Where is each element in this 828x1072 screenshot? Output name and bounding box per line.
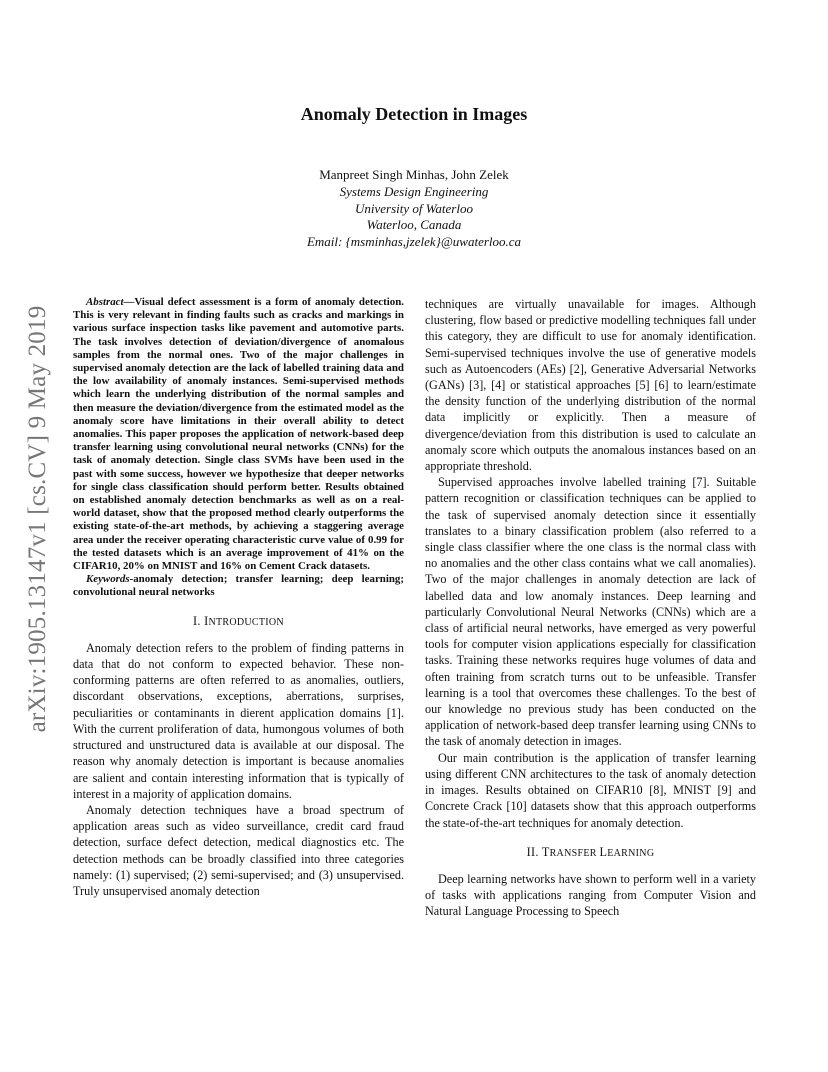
author-location: Waterloo, Canada [366, 217, 462, 233]
author-names: Manpreet Singh Minhas, John Zelek [319, 167, 509, 182]
keywords-text: -anomaly detection; transfer learning; deep learning; convolutional neural networks [73, 573, 404, 599]
author-block [0, 167, 828, 251]
keywords-label: Keywords [86, 573, 130, 586]
intro-paragraph-2: Anomaly detection techniques have a broad spectrum of application areas such as video surveillance, credit card fraud detection, surface defect detection, medical diagnostics etc. The detection methods can be broadly classified into three categories namely: (1) supervised; (2) semi-supervised; and (3) unsupervised. Truly unsupervised anomaly detection [73, 802, 404, 898]
transfer-paragraph-1: Deep learning networks have shown to perform well in a variety of tasks with applications ranging from Computer Vision and Natural Language Processing to Speech [425, 871, 756, 919]
right-paragraph-1: techniques are virtually unavailable for images. Although clustering, flow based or predictive modelling techniques fall under this category, they are difficult to use for anomaly identification. Semi-supervised techniques involve the use of generative models such as Autoencoders (AEs) [2], Generative Adversarial Networks (GANs) [3], [4] or statistical approaches [5] [6] to learn/estimate the density function of the underlying distribution of the normal data implicitly or explicitly. Then a measure of divergence/deviation from this distribution is used to calculate an anomaly score which outputs the anomalous instances based on an appropriate threshold. [425, 297, 756, 474]
abstract-text: —Visual defect assessment is a form of anomaly detection. This is very relevant in finding faults such as cracks and markings in various surface inspection tasks like pavement and automotive parts. The task involves detection of deviation/divergence of anomalous samples from the normal ones. Two of the major challenges in supervised anomaly detection are the lack of labelled training data and the low availability of anomaly instances. Semi-supervised methods which learn the underlying distribution of the normal samples and then measure the deviation/divergence from the estimated model as the anomaly score have limitations in their overall ability to detect anomalies. This paper proposes the application of network-based deep transfer learning using convolutional neural networks (CNNs) for the task of anomaly detection. Single class SVMs have been used in the past with some success, however we hypothesize that deeper networks for single class classification should perform better. Results obtained on established anomaly detection benchmarks as well as on a real-world dataset, show that the proposed method clearly outperforms the existing state-of-the-art methods, by achieving a staggering average area under the receiver operating characteristic curve value of 0.99 for the tested datasets which is an average improvement of 41% on the CIFAR10, 20% on MNIST and 16% on Cement Crack datasets. [73, 296, 404, 573]
keywords [73, 573, 404, 599]
abstract-label: Abstract [86, 296, 124, 308]
intro-paragraph-1: Anomaly detection refers to the problem of finding patterns in data that do not conform to expected behavior. These non-conforming patterns are often referred to as anomalies, outliers, discordant observations, exceptions, aberrations, surprises, peculiarities or contaminants in dierent application domains [1]. With the current proliferation of data, humongous volumes of both structured and unstructured data is available at our disposal. The reason why anomaly detection is important is because anomalies are salient and contain interesting information that is typically of interest in a majority of application domains. [73, 640, 404, 801]
right-paragraph-3: Our main contribution is the application of transfer learning using different CNN architectures to the task of anomaly detection in images. Results obtained on CIFAR10 [8], MNIST [9] and Concrete Crack [10] datasets show that this approach outperforms the state-of-the-art techniques for anomaly detection. [425, 750, 756, 830]
author-email: Email: {msminhas,jzelek}@uwaterloo.ca [306, 234, 522, 250]
section-heading-introduction: I. INTRODUCTION [193, 613, 284, 628]
paper-title: Anomaly Detection in Images [300, 104, 528, 124]
left-column [73, 296, 404, 899]
arxiv-sidebar [22, 289, 54, 749]
right-column [425, 296, 756, 920]
arxiv-id: arXiv:1905.13147v1 [cs.CV] 9 May 2019 [24, 305, 51, 733]
author-department: Systems Design Engineering [339, 183, 489, 199]
author-university: University of Waterloo [355, 200, 473, 216]
abstract [73, 296, 404, 573]
right-paragraph-2: Supervised approaches involve labelled training [7]. Suitable pattern recognition or classification techniques can be applied to the task of supervised anomaly detection since it essentially translates to a binary classification problem (also referred to a single class classifier where the one class is the normal class with no anomalies and the other class contains what we call anomalies). Two of the major challenges in anomaly detection are lack of labelled data and low anomaly instances. Deep learning and particularly Convolutional Neural Networks (CNNs) which are a class of artificial neural networks, have emerged as very powerful tools for computer vision applications especially for classification tasks. Training these networks requires huge volumes of data and often training from scratch turns out to be unfeasible. Transfer learning is a tool that overcomes these challenges. To the best of our knowledge no previous study has been conducted on the application of network-based deep transfer learning using CNNs to the task of anomaly detection in images. [425, 475, 756, 749]
section-heading-transfer-learning: II. TRANSFER LEARNING [526, 844, 655, 859]
